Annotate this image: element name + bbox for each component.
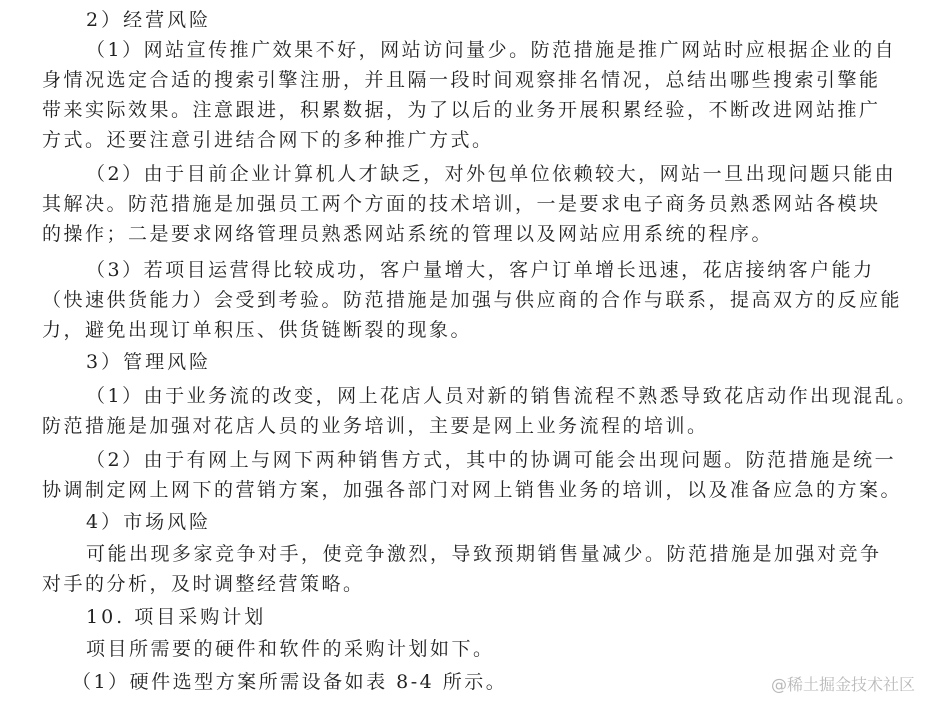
section-heading-market-risk: 4）市场风险 <box>86 511 212 533</box>
paragraph-line: 对手的分析，及时调整经营策略。 <box>42 573 365 595</box>
paragraph-line: （2）由于有网上与网下两种销售方式，其中的协调可能会出现问题。防范措施是统一 <box>86 449 897 471</box>
section-heading-operation-risk: 2）经营风险 <box>86 9 212 31</box>
paragraph-line: 的操作；二是要求网络管理员熟悉网站系统的管理以及网站应用系统的程序。 <box>42 223 774 245</box>
watermark: @稀土掘金技术社区 <box>770 675 915 694</box>
paragraph-line: 防范措施是加强对花店人员的业务培训，主要是网上业务流程的培训。 <box>42 415 709 437</box>
paragraph-line: 力，避免出现订单积压、供货链断裂的现象。 <box>42 319 473 341</box>
paragraph-line: （2）由于目前企业计算机人才缺乏，对外包单位依赖较大，网站一旦出现问题只能由 <box>86 163 897 185</box>
paragraph-line: 协调制定网上网下的营销方案，加强各部门对网上销售业务的培训，以及准备应急的方案。 <box>42 479 903 501</box>
paragraph-line: 带来实际效果。注意跟进，积累数据，为了以后的业务开展积累经验，不断改进网站推广 <box>42 99 881 121</box>
paragraph-line: （1）由于业务流的改变，网上花店人员对新的销售流程不熟悉导致花店动作出现混乱。 <box>86 385 918 407</box>
section-heading-procurement: 10. 项目采购计划 <box>86 606 267 628</box>
paragraph-line: （1）硬件选型方案所需设备如表 8-4 所示。 <box>72 671 508 693</box>
paragraph-line: （快速供货能力）会受到考验。防范措施是加强与供应商的合作与联系，提高双方的反应能 <box>42 289 903 311</box>
paragraph-line: 方式。还要注意引进结合网下的多种推广方式。 <box>42 129 494 151</box>
paragraph-line: 项目所需要的硬件和软件的采购计划如下。 <box>86 638 495 660</box>
paragraph-line: 可能出现多家竞争对手，使竞争激烈，导致预期销售量减少。防范措施是加强对竞争 <box>86 543 882 565</box>
paragraph-line: 其解决。防范措施是加强员工两个方面的技术培训，一是要求电子商务员熟悉网站各模块 <box>42 193 881 215</box>
paragraph-line: （3）若项目运营得比较成功，客户量增大，客户订单增长迅速，花店接纳客户能力 <box>86 259 875 281</box>
section-heading-management-risk: 3）管理风险 <box>86 351 212 373</box>
paragraph-line: 身情况选定合适的搜索引擎注册，并且隔一段时间观察排名情况，总结出哪些搜索引擎能 <box>42 69 881 91</box>
paragraph-line: （1）网站宣传推广效果不好，网站访问量少。防范措施是推广网站时应根据企业的自 <box>86 39 897 61</box>
